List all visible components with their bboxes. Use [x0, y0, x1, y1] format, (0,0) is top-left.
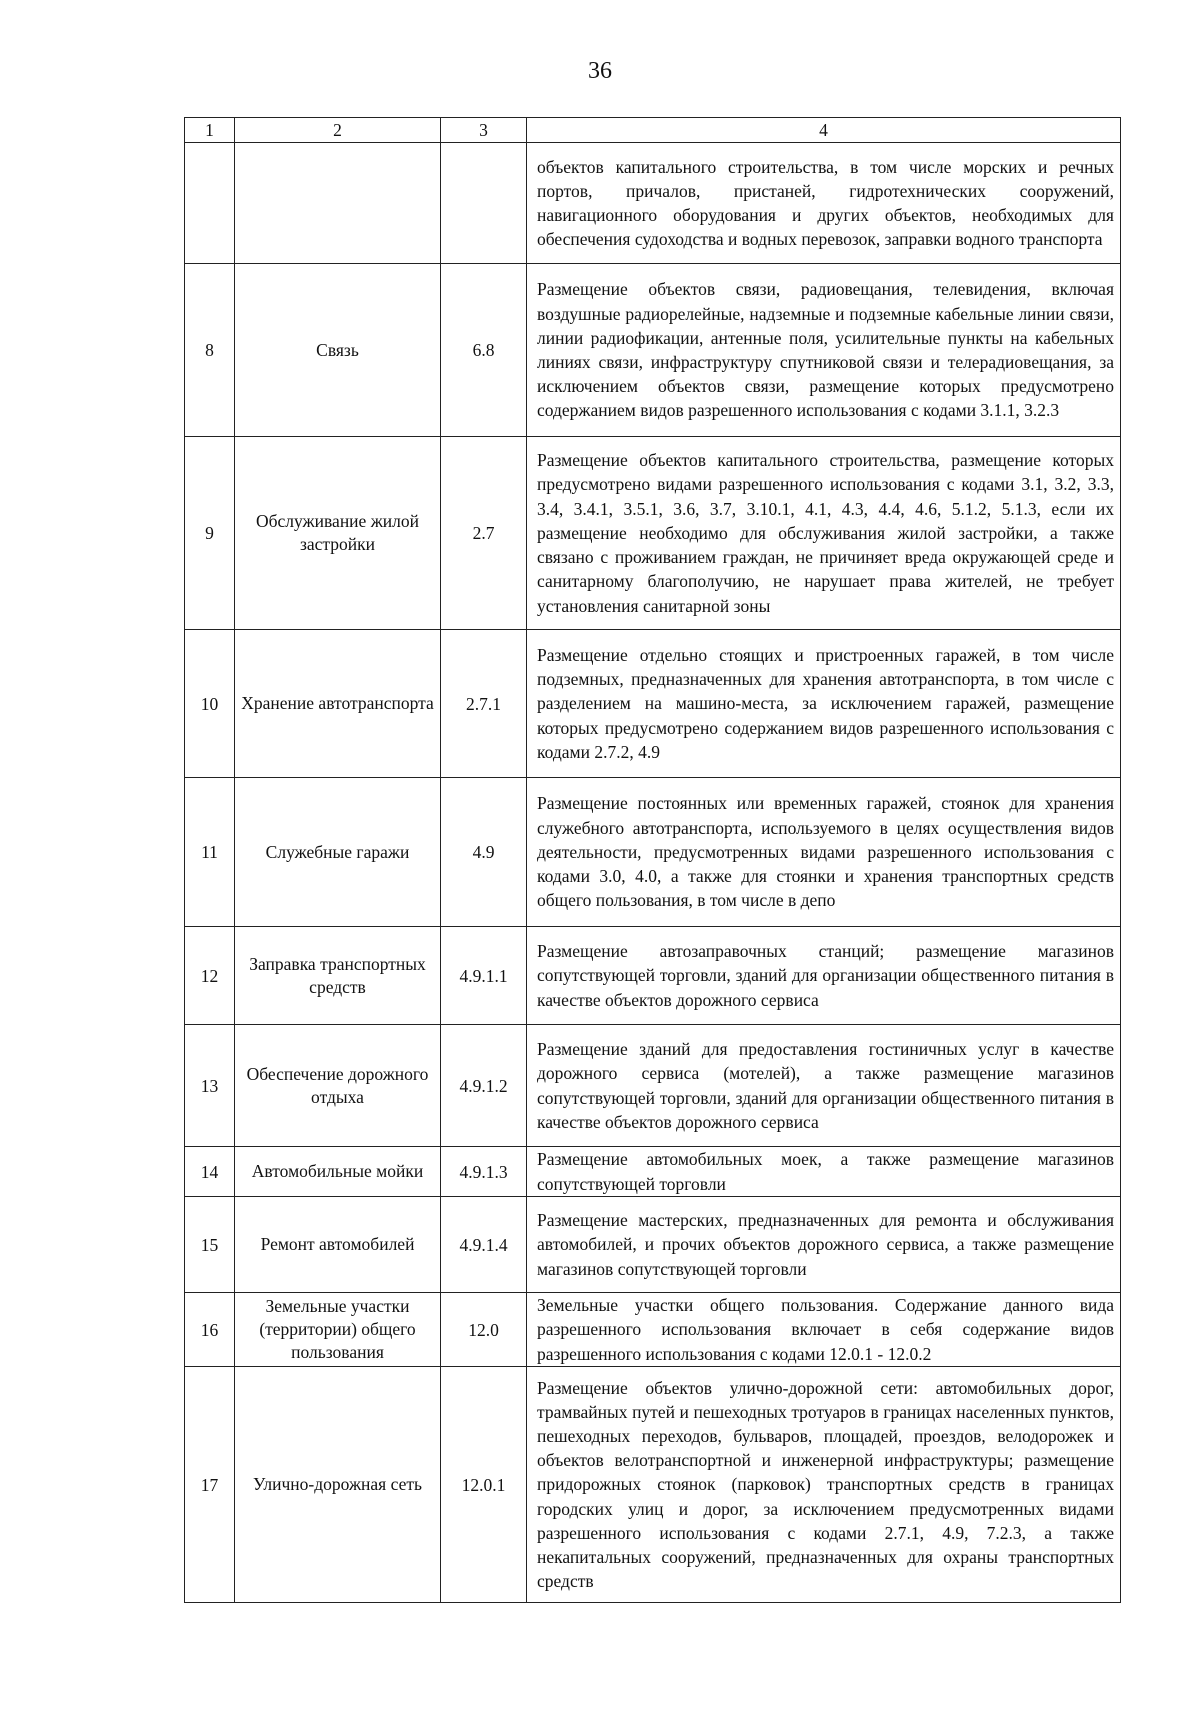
row-name: Автомобильные мойки [235, 1147, 441, 1197]
row-description: Размещение объектов капитального строительства, размещение которых предусмотрено видами разрешенного использования с кодами 3.1, 3.2, 3.3, 3.4, 3.4.1, 3.5.1, 3.6, 3.7, 3.10.1, 4.1, 4.3, 4.4, 4.6, 5.1.2, 5.1.3, если их размещение необходимо для обслуживания жилой застройки, а также связано с проживанием граждан, не причиняет вреда окружающей среде и санитарному благополучию, не нарушает права жителей, не требует установления санитарной зоны [527, 437, 1121, 630]
table-row [185, 264, 1121, 437]
row-number: 17 [185, 1367, 235, 1603]
row-number: 11 [185, 778, 235, 927]
table-row-continuation [185, 143, 1121, 264]
row-name: Улично-дорожная сеть [235, 1367, 441, 1603]
header-col-2: 2 [235, 118, 441, 143]
table-row [185, 437, 1121, 630]
row-code: 4.9.1.2 [441, 1025, 527, 1147]
table-row [185, 927, 1121, 1025]
row-code: 6.8 [441, 264, 527, 437]
header-col-4: 4 [527, 118, 1121, 143]
row-description: Размещение автозаправочных станций; размещение магазинов сопутствующей торговли, зданий для организации общественного питания в качестве объектов дорожного сервиса [527, 927, 1121, 1025]
row-code: 2.7.1 [441, 630, 527, 778]
cell-empty [235, 143, 441, 264]
table-row [185, 1025, 1121, 1147]
row-code: 4.9.1.4 [441, 1197, 527, 1293]
row-number: 12 [185, 927, 235, 1025]
land-use-table [184, 117, 1121, 1603]
row-description: Размещение автомобильных моек, а также размещение магазинов сопутствующей торговли [527, 1147, 1121, 1197]
row-number: 10 [185, 630, 235, 778]
row-name: Обслуживание жилой застройки [235, 437, 441, 630]
header-row [185, 118, 1121, 143]
row-description: Размещение мастерских, предназначенных для ремонта и обслуживания автомобилей, и прочих объектов дорожного сервиса, а также размещение магазинов сопутствующей торговли [527, 1197, 1121, 1293]
row-description: объектов капитального строительства, в том числе морских и речных портов, причалов, пристаней, гидротехнических сооружений, навигационного оборудования и других объектов, необходимых для обеспечения судоходства и водных перевозок, заправки водного транспорта [527, 143, 1121, 264]
row-number: 16 [185, 1293, 235, 1367]
row-description: Размещение объектов улично-дорожной сети: автомобильных дорог, трамвайных путей и пешеходных тротуаров в границах населенных пунктов, пешеходных переходов, бульваров, площадей, проездов, велодорожек и объектов велотранспортной и инженерной инфраструктуры; размещение придорожных стоянок (парковок) транспортных средств в границах городских улиц и дорог, за исключением предусмотренных видами разрешенного использования с кодами 2.7.1, 4.9, 7.2.3, а также некапитальных сооружений, предназначенных для охраны транспортных средств [527, 1367, 1121, 1603]
row-number: 14 [185, 1147, 235, 1197]
row-name: Обеспечение дорожного отдыха [235, 1025, 441, 1147]
row-number: 9 [185, 437, 235, 630]
table-row [185, 1367, 1121, 1603]
cell-empty [441, 143, 527, 264]
row-description: Размещение постоянных или временных гаражей, стоянок для хранения служебного автотранспорта, используемого в целях осуществления видов деятельности, предусмотренных видами разрешенного использования с кодами 3.0, 4.0, а также для стоянки и хранения транспортных средств общего пользования, в том числе в депо [527, 778, 1121, 927]
row-description: Размещение отдельно стоящих и пристроенных гаражей, в том числе подземных, предназначенных для хранения автотранспорта, в том числе с разделением на машино-места, за исключением гаражей, размещение которых предусмотрено содержанием видов разрешенного использования с кодами 2.7.2, 4.9 [527, 630, 1121, 778]
row-code: 2.7 [441, 437, 527, 630]
row-code: 4.9.1.3 [441, 1147, 527, 1197]
row-description: Земельные участки общего пользования. Содержание данного вида разрешенного использования включает в себя содержание видов разрешенного использования с кодами 12.0.1 - 12.0.2 [527, 1293, 1121, 1367]
header-col-3: 3 [441, 118, 527, 143]
row-name: Связь [235, 264, 441, 437]
row-code: 12.0.1 [441, 1367, 527, 1603]
row-number: 8 [185, 264, 235, 437]
page-number: 36 [588, 58, 612, 84]
row-description: Размещение объектов связи, радиовещания, телевидения, включая воздушные радиорелейные, надземные и подземные кабельные линии связи, линии радиофикации, антенные поля, усилительные пункты на кабельных линиях связи, инфраструктуру спутниковой связи и телерадиовещания, за исключением объектов связи, размещение которых предусмотрено содержанием видов разрешенного использования с кодами 3.1.1, 3.2.3 [527, 264, 1121, 437]
row-name: Заправка транспортных средств [235, 927, 441, 1025]
row-code: 4.9 [441, 778, 527, 927]
row-number: 13 [185, 1025, 235, 1147]
table-row [185, 1293, 1121, 1367]
row-code: 12.0 [441, 1293, 527, 1367]
table-row [185, 1147, 1121, 1197]
row-description: Размещение зданий для предоставления гостиничных услуг в качестве дорожного сервиса (мотелей), а также размещение магазинов сопутствующей торговли, зданий для организации общественного питания в качестве объектов дорожного сервиса [527, 1025, 1121, 1147]
row-code: 4.9.1.1 [441, 927, 527, 1025]
cell-empty [185, 143, 235, 264]
table-row [185, 630, 1121, 778]
row-name: Служебные гаражи [235, 778, 441, 927]
row-name: Земельные участки (территории) общего пользования [235, 1293, 441, 1367]
row-name: Хранение автотранспорта [235, 630, 441, 778]
header-col-1: 1 [185, 118, 235, 143]
table-row [185, 778, 1121, 927]
row-name: Ремонт автомобилей [235, 1197, 441, 1293]
table-row [185, 1197, 1121, 1293]
row-number: 15 [185, 1197, 235, 1293]
